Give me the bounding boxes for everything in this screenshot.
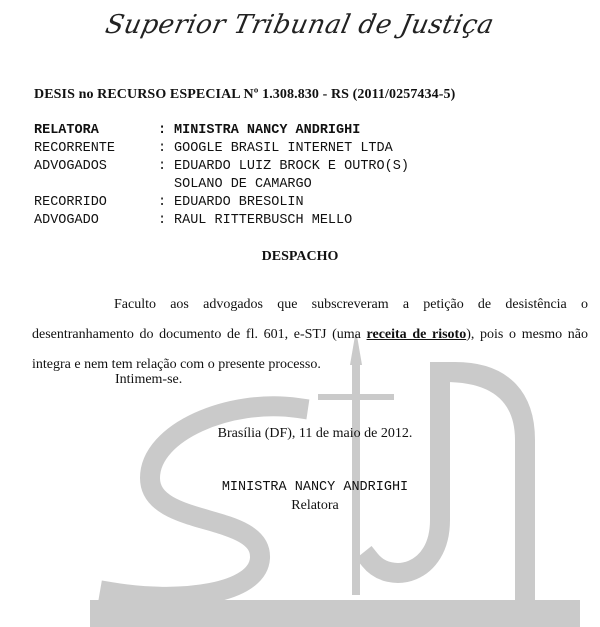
party-role <box>34 176 158 194</box>
parties-list <box>34 122 409 230</box>
body-text-start: Faculto aos advogados que subscreveram a petição de desistência o desentranhamento do documento de fl. 601, e-STJ (uma <box>32 297 588 342</box>
party-name: MINISTRA NANCY ANDRIGHI <box>174 123 361 138</box>
party-row <box>34 212 409 230</box>
party-separator: : <box>158 195 167 210</box>
party-role: RECORRIDO <box>34 195 107 210</box>
signer-role: Relatora <box>291 498 339 513</box>
party-name: EDUARDO LUIZ BROCK E OUTRO(S) <box>174 159 409 174</box>
party-role: ADVOGADO <box>34 213 99 228</box>
party-name: EDUARDO BRESOLIN <box>174 195 304 210</box>
party-role: RELATORA <box>34 123 99 138</box>
party-separator: : <box>158 141 167 156</box>
party-name: SOLANO DE CAMARGO <box>174 177 312 192</box>
intimation-line: Intimem-se. <box>115 372 183 387</box>
party-role: ADVOGADOS <box>34 159 107 174</box>
party-row <box>34 122 409 140</box>
court-name-header <box>0 10 600 40</box>
party-separator: : <box>158 123 167 138</box>
signer-name: MINISTRA NANCY ANDRIGHI <box>221 480 409 495</box>
highlighted-phrase: receita de risoto <box>366 327 467 342</box>
party-row <box>34 158 409 176</box>
party-separator: : <box>158 213 167 228</box>
party-name: GOOGLE BRASIL INTERNET LTDA <box>174 141 393 156</box>
party-name: RAUL RITTERBUSCH MELLO <box>174 213 353 228</box>
party-row <box>34 176 409 194</box>
body-paragraph <box>32 290 588 380</box>
date-line: Brasília (DF), 11 de maio de 2012. <box>217 426 413 441</box>
party-row <box>34 194 409 212</box>
party-separator: : <box>158 159 167 174</box>
section-title: DESPACHO <box>261 249 339 264</box>
party-role: RECORRENTE <box>34 141 116 156</box>
court-name-text: Superior Tribunal de Justiça <box>102 10 498 40</box>
body-text-end: ), pois o mesmo não integra e nem tem relação com o presente processo. <box>32 327 589 372</box>
party-row <box>34 140 409 158</box>
case-heading: DESIS no RECURSO ESPECIAL Nº 1.308.830 - RS (2011/0257434-5) <box>34 87 456 102</box>
party-separator <box>158 176 174 194</box>
